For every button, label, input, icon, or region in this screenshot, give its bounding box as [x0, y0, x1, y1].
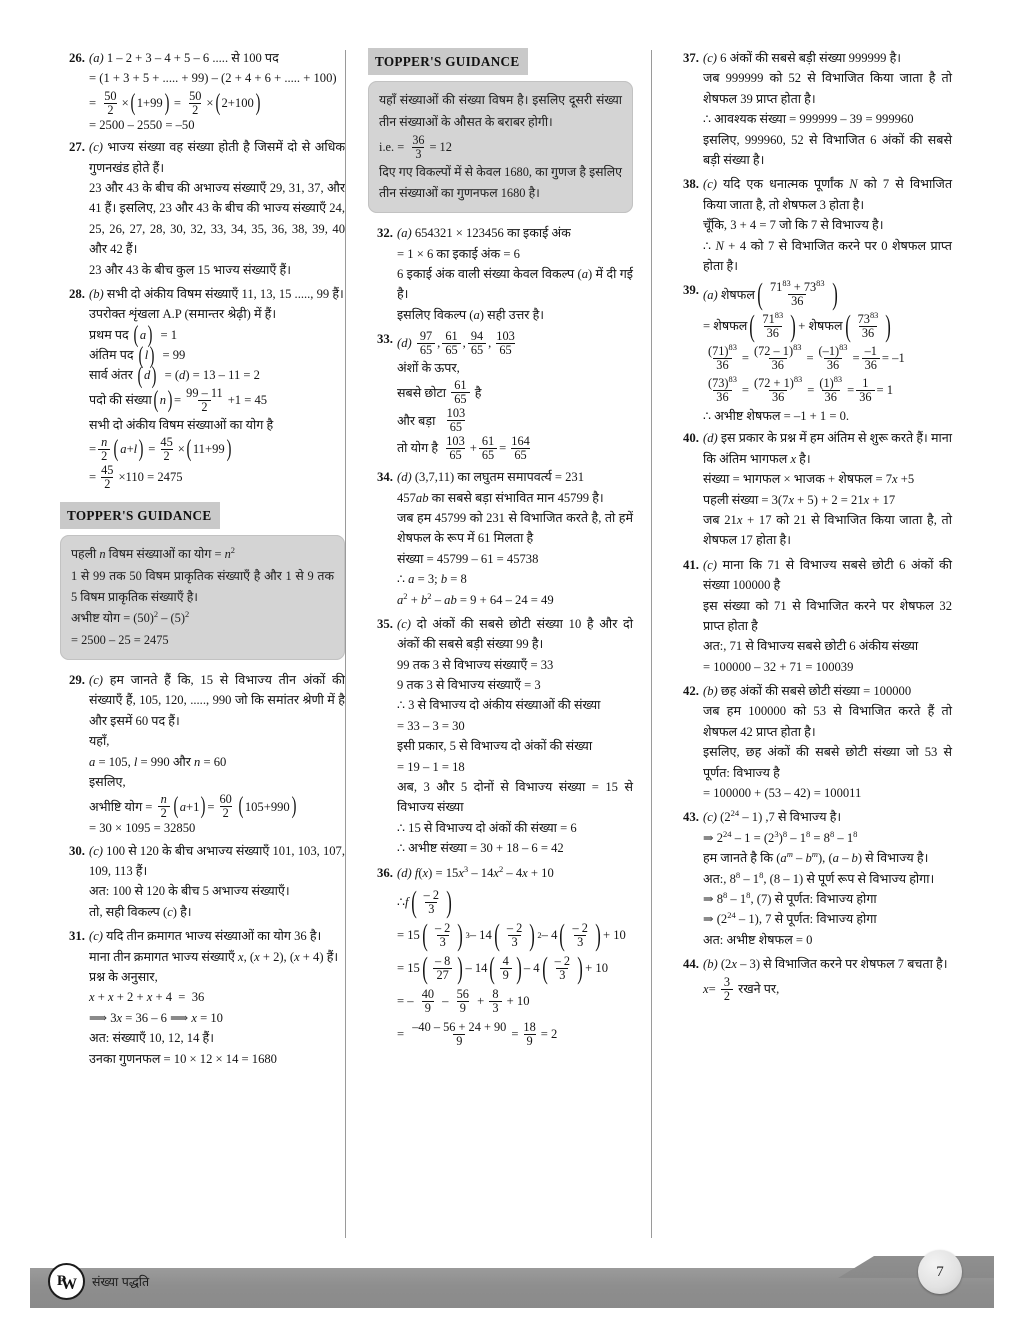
- solution-item-44: [674, 954, 952, 1003]
- item-body: (c) हम जानते हैं कि, 15 से विभाज्य तीन अंकों की संख्याएँ हैं, 105, 120, ....., 990 जो कि समांतर श्रेणी में है और इसमें 60 पद हैं। यहाँ, a = 105, l = 990 और n = 60 इसलिए, अभीष्टि योग = $\frac{n}{2}$ ( a +1 ) = $\frac{60}{2}$ ( 105+990 ) = 30 × 1095 = 32850: [89, 672, 345, 836]
- item-body: (b) छह अंकों की सबसे छोटी संख्या = 100000 जब हम 100000 को 53 से विभाजित करते हैं तो शेषफल 42 प्राप्त होता है। इसलिए, छह अंकों की सबसे छोटी संख्या जो 53 से पूर्णत: विभाज्य है = 100000 + (53 – 42) = 100011: [703, 684, 952, 801]
- item-number: 34.: [377, 470, 393, 485]
- toppers-guidance-left: [60, 502, 345, 660]
- item-body: (c) माना कि 71 से विभाज्य सबसे छोटी 6 अंकों की संख्या 100000 है इस संख्या को 71 से विभाजित करने पर शेषफल 32 प्राप्त होता है अत:, 71 से विभाज्य सबसे छोटी 6 अंकीय संख्या = 100000 – 32 + 71 = 100039: [703, 557, 952, 674]
- item-body: (c) यदि तीन क्रमागत भाज्य संख्याओं का योग 36 है। माना तीन क्रमागत भाज्य संख्याएँ x, (x + 2), (x + 4) हैं। प्रश्न के अनुसार, x + x + 2 + x + 4 = 36 ⟹ 3x = 36 – 6 ⟹ x = 10 अत: संख्याएँ 10, 12, 14 हैं। उनका गुणनफल = 10 × 12 × 14 = 1680: [89, 929, 339, 1066]
- solution-item-35: [368, 614, 633, 859]
- item-body: (b) सभी दो अंकीय विषम संख्याएँ 11, 13, 15 ....., 99 हैं। उपरोक्त शृंखला A.P (समान्तर श्रेढ़ी) में हैं। प्रथम पद ( a) = 1 अंतिम पद ( l) = 99 सार्व अंतर ( d) = (d) = 13 – 11 = 2 पदो की संख्या ( n ) = $\frac{99 - 11}{2}$ +1 = 45 सभी दो अंकीय विषम संख्याओं का योग है = $\frac{n}{2}$ ( a + l ) = $\frac{45}{2}$ × ( 11+99 ) = $\frac{45}{2}$ ×110 = 2475: [89, 286, 344, 491]
- item-number: 30.: [69, 843, 85, 858]
- solution-item-31: [60, 926, 345, 1069]
- item-number: 29.: [69, 672, 85, 687]
- option-letter: (c): [89, 843, 103, 858]
- item-number: 33.: [377, 332, 393, 347]
- chapter-label: संख्या पद्धति: [92, 1275, 150, 1289]
- solution-item-26: [60, 48, 345, 133]
- option-letter: (c): [703, 177, 717, 192]
- option-letter: (d): [397, 470, 412, 485]
- item-body: (c) भाज्य संख्या वह संख्या होती है जिसमें दो से अधिक गुणनखंड होते हैं। 23 और 43 के बीच की अभाज्य संख्याएँ 29, 31, 37, और 41 हैं। इसलिए, 23 और 43 के बीच की भाज्य संख्याएँ 24, 25, 26, 27, 28, 30, 32, 33, 34, 35, 36, 38, 39, 40 और 42 हैं। 23 और 43 के बीच कुल 15 भाज्य संख्याएँ हैं।: [89, 140, 345, 277]
- solution-item-30: [60, 841, 345, 923]
- solution-item-42: [674, 681, 952, 803]
- option-letter: (d): [397, 336, 412, 351]
- option-letter: (c): [703, 557, 717, 572]
- solution-item-39: [674, 277, 952, 424]
- option-letter: (c): [703, 810, 717, 825]
- item-body: (d) इस प्रकार के प्रश्न में हम अंतिम से शुरू करते हैं। माना कि अंतिम भागफल x है। संख्या = भागफल × भाजक + शेषफल = 7x +5 पहली संख्या = 3(7x + 5) + 2 = 21x + 17 जब 21x + 17 को 21 से विभाजित किया जाता है, तो शेषफल 17 होता है।: [703, 431, 952, 548]
- item-body: (c) दो अंकों की सबसे छोटी संख्या 10 है और दो अंकों की सबसे बड़ी संख्या 99 है। 99 तक 3 से विभाज्य संख्याएँ = 33 9 तक 3 से विभाज्य संख्याएँ = 3 ∴ 3 से विभाज्य दो अंकीय संख्याओं की संख्या = 33 – 3 = 30 इसी प्रकार, 5 से विभाज्य दो अंकों की संख्या = 19 – 1 = 18 अब, 3 और 5 दोनों से विभाज्य संख्या = 15 से विभाज्य संख्या ∴ 15 से विभाज्य दो अंकों की संख्या = 6 ∴ अभीष्ट संख्या = 30 + 18 – 6 = 42: [397, 616, 633, 856]
- three-column-layout: [60, 48, 970, 1238]
- solution-item-36: [368, 863, 633, 1049]
- toppers-guidance-box: पहली n विषम संख्याओं का योग = $n^2$ 1 से 99 तक 50 विषम प्राकृतिक संख्याएँ है और 1 से 9 तक 5 विषम प्राकृतिक संख्याएँ है। अभीष्ट योग = $(50)^2 - (5)^2$ = 2500 – 25 = 2475: [60, 535, 345, 660]
- toppers-guidance-box: यहाँ संख्याओं की संख्या विषम है। इसलिए दूसरी संख्या तीन संख्याओं के औसत के बराबर होगी। i.e. = $\frac{36}{3}$ = 12 दिए गए विकल्पों में से केवल 1680, का गुणज है इसलिए तीन संख्याओं का गुणनफल 1680 है।: [368, 81, 633, 213]
- option-letter: (c): [89, 929, 103, 944]
- option-letter: (c): [89, 672, 103, 687]
- toppers-guidance-title: TOPPER'S GUIDANCE: [60, 502, 220, 529]
- toppers-guidance-title: TOPPER'S GUIDANCE: [368, 48, 528, 75]
- solution-item-41: [674, 555, 952, 677]
- page-number-badge: 7: [918, 1250, 962, 1294]
- footer-brand: [48, 1263, 149, 1300]
- column-middle: [346, 48, 651, 1238]
- option-letter: (c): [397, 616, 411, 631]
- item-number: 37.: [683, 51, 699, 65]
- option-letter: (d): [703, 431, 718, 446]
- solution-item-40: [674, 428, 952, 550]
- item-number: 35.: [377, 616, 393, 631]
- option-letter: (c): [89, 140, 103, 155]
- item-body: (c) $(2^{24} - 1)$ ,7 से विभाज्य है। ⇒ $2^{24} - 1 = (2^3)^8 - 1^8 = 8^8 - 1^8$ हम जानते है कि $(a^m - b^m)$, (a – b) से विभाज्य है। अत:, $8^8 - 1^8$, (8 – 1) से पूर्ण रूप से विभाज्य होगा। ⇒ $8^8 - 1^8$, (7) से पूर्णत: विभाज्य होगा ⇒ $(2^{24} - 1)$, 7 से पूर्णत: विभाज्य होगा अत: अभीष्ट शेषफल = 0: [703, 808, 935, 947]
- item-number: 38.: [683, 177, 699, 192]
- item-number: 42.: [683, 684, 699, 699]
- solution-item-27: [60, 137, 345, 280]
- item-number: 32.: [377, 226, 393, 241]
- solution-item-37: [674, 48, 952, 170]
- solution-item-29: [60, 670, 345, 837]
- item-number: 43.: [683, 810, 699, 825]
- solution-item-34: [368, 467, 633, 610]
- option-letter: (b): [703, 957, 718, 972]
- item-number: 40.: [683, 431, 699, 446]
- item-number: 44.: [683, 957, 699, 972]
- option-letter: (b): [89, 286, 104, 301]
- item-number: 36.: [377, 865, 393, 880]
- option-letter: (c): [703, 51, 717, 65]
- item-body: (c) यदि एक धनात्मक पूर्णांक N को 7 से विभाजित किया जाता है, तो शेषफल 3 होता है। चूँकि, 3 + 4 = 7 जो कि 7 से विभाज्य है। ∴ N + 4 को 7 से विभाजित करने पर 0 शेषफल प्राप्त होता है।: [703, 177, 952, 273]
- solution-item-38: [674, 174, 952, 276]
- item-body: (c) 100 से 120 के बीच अभाज्य संख्याएँ 101, 103, 107, 109, 113 हैं। अत: 100 से 120 के बीच 5 अभाज्य संख्याएँ। तो, सही विकल्प (c) है।: [89, 843, 345, 919]
- item-body: (a) 654321 × 123456 का इकाई अंक = 1 × 6 का इकाई अंक = 6 6 इकाई अंक वाली संख्या केवल विकल्प (a) में दी गई है। इसलिए विकल्प (a) सही उत्तर है।: [397, 226, 633, 322]
- toppers-guidance-middle: [368, 48, 633, 213]
- solution-item-33: [368, 329, 633, 463]
- item-body: (a) 1 – 2 + 3 – 4 + 5 – 6 ..... से 100 पद = (1 + 3 + 5 + ..... + 99) – (2 + 4 + 6 + ..... + 100) = $\frac{50}{2}$ × ( 1+99 ) = $\frac{50}{2}$ × ( 2+100 ) = 2500 – 2550 = –50: [89, 51, 337, 132]
- column-left: [60, 48, 345, 1238]
- item-body: (c) 6 अंकों की सबसे बड़ी संख्या 999999 है। जब 999999 को 52 से विभाजित किया जाता है तो शेषफल 39 प्राप्त होता है। ∴ आवश्यक संख्या = 999999 – 39 = 999960 इसलिए, 999960, 52 से विभाजित 6 अंकों की सबसे बड़ी संख्या है।: [703, 51, 952, 167]
- column-right: [652, 48, 952, 1238]
- item-number: 27.: [69, 140, 85, 155]
- item-body: (d) $f(x) = 15x^3 - 14x^2 - 4x + 10$ ∴ f ( $\frac{- 2}{3}$ ) = 15 ( $\frac{- 2}{3}$ ) 3 – 14 ( $\frac{- 2}{3}$ ) 2 – 4 ( $\frac{- 2}{3}$ ) + 10 = 15 ( $\frac{- 8}{27}$ ) – 14 ( $\frac{4}{9}$ ) – 4 ( $\frac{- 2}{3}$ ) + 10 = – $\frac{40}{9}$ – $\frac{56}{9}$ + $\frac{8}{3}$ + 10 = $\frac{-40 - 56 + 24 + 90}{9}$ = $\frac{18}{9}$ = 2: [397, 863, 626, 1048]
- item-number: 28.: [69, 286, 85, 301]
- item-number: 41.: [683, 557, 699, 572]
- item-number: 39.: [683, 283, 699, 298]
- option-letter: (d): [397, 865, 412, 880]
- item-body: (b) (2x – 3) से विभाजित करने पर शेषफल 7 बचता है। x = $\frac{3}{2}$ रखने पर,: [703, 957, 948, 1003]
- item-number: 31.: [69, 929, 85, 944]
- page-footer: [0, 1250, 1024, 1322]
- item-number: 26.: [69, 51, 85, 65]
- option-letter: (a): [397, 226, 412, 241]
- option-letter: (a): [703, 287, 718, 302]
- item-body: (d) $\frac{97}{65}$ , $\frac{61}{65}$ , $\frac{94}{65}$ , $\frac{103}{65}$ अंशों के ऊपर, सबसे छोटा $\frac{61}{65}$ है और बड़ा $\frac{103}{65}$ तो योग है $\frac{103}{65}$ + $\frac{61}{65}$ = $\frac{164}{65}$: [397, 329, 530, 463]
- item-body: (a) शेषफल ( $\frac{71^{83} + 73^{83}}{36}$ ) = शेषफल ( $\frac{71^{83}}{36}$ ) + शेषफल ( $\frac{73^{83}}{36}$ ) $\frac{(71)^{83}}{36}$ = $\frac{(72 - 1)^{83}}{36}$ = $\frac{(-1)^{83}}{36}$ = $\frac{-1}{36}$ = –1 $\frac{(73)^{83}}{36}$ = $\frac{(72 + 1)^{83}}{36}$ = $\frac{(1)^{83}}{36}$ = $\frac{1}{36}$ = 1 ∴ अभीष्ट शेषफल = –1 + 1 = 0.: [703, 277, 905, 423]
- solution-item-43: [674, 807, 952, 950]
- option-letter: (a): [89, 51, 104, 65]
- solution-item-32: [368, 223, 633, 325]
- solution-item-28: [60, 284, 345, 492]
- pw-logo-icon: PW: [48, 1263, 85, 1300]
- item-body: (d) (3,7,11) का लघुतम समापवर्त्य = 231 457ab का सबसे बड़ा संभावित मान 45799 है। जब हम 45799 को 231 से विभाजित करते है, तो हमें शेषफल के रूप में 61 मिलता है संख्या = 45799 – 61 = 45738 ∴ a = 3; b = 8 $a^2 + b^2$ – ab = 9 + 64 – 24 = 49: [397, 470, 633, 607]
- option-letter: (b): [703, 684, 718, 699]
